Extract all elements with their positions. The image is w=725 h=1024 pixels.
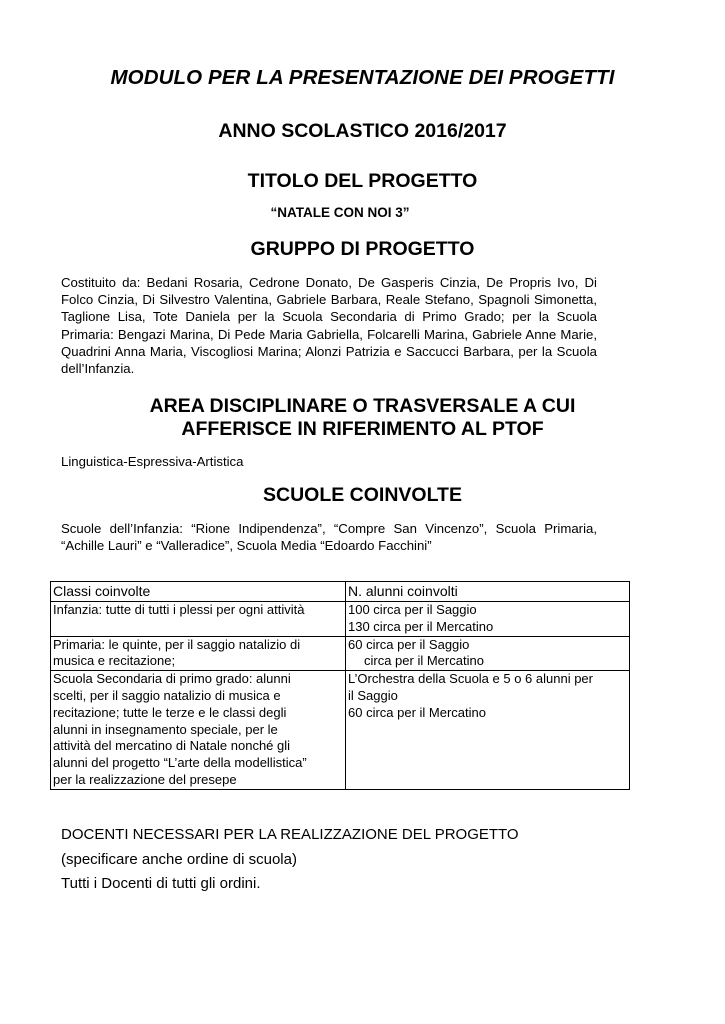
cell-line: alunni in insegnamento speciale, per le (53, 721, 278, 737)
cell-line: per la realizzazione del presepe (53, 771, 237, 787)
cell-line: musica e recitazione; (53, 653, 176, 669)
teachers-section (61, 823, 519, 897)
cell-line: Scuola Secondaria di primo grado: alunni (53, 671, 291, 687)
area-heading-line2: AFFERISCE IN RIFERIMENTO AL PTOF (181, 418, 544, 440)
school-year-heading: ANNO SCOLASTICO 2016/2017 (218, 120, 507, 142)
cell-line: scelti, per il saggio natalizio di musica e (53, 687, 281, 703)
cell-line: il Saggio (348, 687, 398, 703)
area-heading-line1: AREA DISCIPLINARE O TRASVERSALE A CUI (149, 395, 576, 417)
table-cell-classes (51, 636, 346, 671)
cell-line: recitazione; tutte le terze e le classi degli (53, 704, 287, 720)
table-cell-students (346, 602, 630, 637)
cell-line: 60 circa per il Saggio (348, 636, 470, 652)
teachers-note: (specificare anche ordine di scuola) (61, 850, 297, 868)
cell-line: alunni del progetto “L’arte della modellistica” (53, 755, 307, 771)
table-cell-students (346, 636, 630, 671)
group-heading: GRUPPO DI PROGETTO (250, 238, 475, 260)
document-title: MODULO PER LA PRESENTAZIONE DEI PROGETTI (110, 66, 615, 89)
table-cell-classes (51, 671, 346, 790)
schools-text: Scuole dell’Infanzia: “Rione Indipendenza”, “Compre San Vincenzo”, Scuola Primaria, “Achille Lauri” e “Valleradice”, Scuola Media “Edoardo Facchini” (61, 521, 597, 554)
cell-line: 100 circa per il Saggio (348, 602, 477, 617)
cell-line: 60 circa per il Mercatino (348, 704, 486, 720)
cell-line: circa per il Mercatino (364, 653, 484, 669)
table-row (51, 636, 630, 671)
table-cell-students (346, 671, 630, 790)
table-header-students: N. alunni coinvolti (346, 582, 630, 602)
table-cell-classes (51, 602, 346, 637)
teachers-heading: DOCENTI NECESSARI PER LA REALIZZAZIONE DEL PROGETTO (61, 826, 519, 843)
table-header-classes: Classi coinvolte (51, 582, 346, 602)
cell-line: Primaria: le quinte, per il saggio natalizio di (53, 636, 301, 652)
group-members-text: Costituito da: Bedani Rosaria, Cedrone Donato, De Gasperis Cinzia, De Propris Ivo, Di Folco Cinzia, Di Silvestro Valentina, Gabriele Barbara, Reale Stefano, Spagnoli Simonetta, Taglione Lisa, Tote Daniela per la Scuola Secondaria di Primo Grado; per la Scuola Primaria: Bengazi Marina, Di Pede Maria Gabriella, Folcarelli Marina, Gabriele Anne Marie, Quadrini Anna Maria, Viscogliosi Marina; Alonzi Patrizia e Saccucci Barbara, per la Scuola dell’Infanzia. (61, 275, 597, 377)
classes-table (50, 581, 630, 790)
area-text: Linguistica-Espressiva-Artistica (61, 454, 244, 469)
table-row (51, 671, 630, 790)
cell-line: L’Orchestra della Scuola e 5 o 6 alunni per (348, 671, 593, 687)
table-row (51, 602, 630, 637)
teachers-text: Tutti i Docenti di tutti gli ordini. (61, 875, 261, 892)
cell-line: attività del mercatino di Natale nonché gli (53, 738, 291, 754)
table-header-row (51, 582, 630, 602)
schools-heading: SCUOLE COINVOLTE (263, 484, 462, 506)
project-title: “NATALE CON NOI 3” (270, 205, 410, 220)
project-title-heading: TITOLO DEL PROGETTO (247, 170, 478, 192)
cell-line: Infanzia: tutte di tutti i plessi per ogni attività (53, 602, 305, 617)
cell-line: 130 circa per il Mercatino (348, 618, 494, 634)
